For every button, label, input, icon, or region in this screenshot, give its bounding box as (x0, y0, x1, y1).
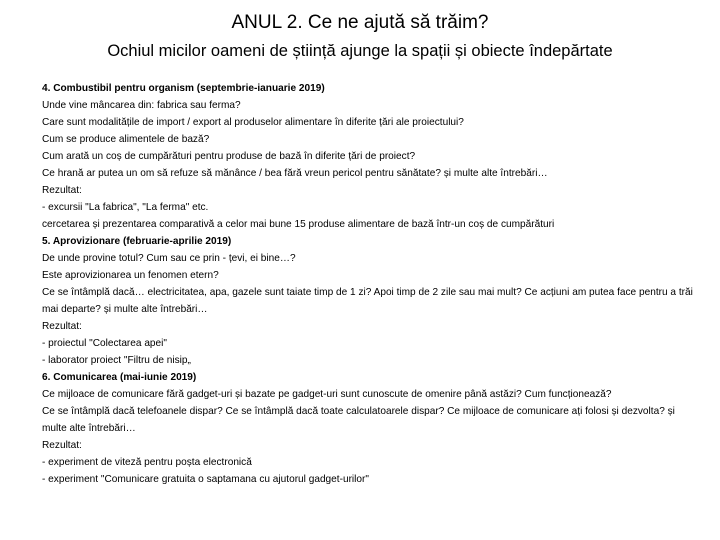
body-line: - proiectul "Colectarea apei" (42, 338, 167, 349)
section-heading: 5. Aprovizionare (februarie-aprilie 2019) (42, 236, 232, 247)
body-line: - experiment de viteză pentru poșta electronică (42, 457, 252, 468)
body-line: Ce se întâmplă dacă… electricitatea, apa, gazele sunt taiate timp de 1 zi? Apoi timp de 2 zile sau mai mult? Ce acțiuni am putea face pentru a trăi mai departe? și multe alte întrebări… (42, 287, 693, 315)
body-line: Este aprovizionarea un fenomen etern? (42, 270, 219, 281)
body-line: Rezultat: (42, 321, 82, 332)
slide-subtitle: Ochiul micilor oameni de știință ajunge la spații și obiecte îndepărtate (107, 42, 613, 60)
body-line: Rezultat: (42, 440, 82, 451)
slide-title: ANUL 2. Ce ne ajută să trăim? (231, 12, 489, 33)
body-line: - laborator proiect "Filtru de nisip„ (42, 355, 191, 366)
body-line: cercetarea și prezentarea comparativă a celor mai bune 15 produse alimentare de bază într-un coș de cumpărături (42, 219, 555, 230)
body-line: Ce se întâmplă dacă telefoanele dispar? Ce se întâmplă dacă toate calculatoarele dispar? Ce mijloace de comunicare ați folosi și dezvolta? și multe alte întrebări… (42, 406, 675, 434)
body-line: De unde provine totul? Cum sau ce prin - țevi, ei bine…? (42, 253, 296, 264)
body-line: Unde vine mâncarea din: fabrica sau ferma? (42, 100, 241, 111)
body-line: Cum se produce alimentele de bază? (42, 134, 210, 145)
slide-body (42, 80, 702, 488)
body-line: Cum arată un coș de cumpărături pentru produse de bază în diferite țări de proiect? (42, 151, 416, 162)
body-line: Rezultat: (42, 185, 82, 196)
section-heading: 6. Comunicarea (mai-iunie 2019) (42, 372, 197, 383)
body-line: Care sunt modalitățile de import / export al produselor alimentare în diferite țări ale proiectului? (42, 117, 464, 128)
body-line: Ce hrană ar putea un om să refuze să mănânce / bea fără vreun pericol pentru sănătate? și multe alte întrebări… (42, 168, 548, 179)
body-line: - experiment "Comunicare gratuita o saptamana cu ajutorul gadget-urilor" (42, 474, 369, 485)
body-line: - excursii "La fabrica", "La ferma" etc. (42, 202, 209, 213)
section-heading: 4. Combustibil pentru organism (septembrie-ianuarie 2019) (42, 83, 325, 94)
body-line: Ce mijloace de comunicare fără gadget-uri și bazate pe gadget-uri sunt cunoscute de omenire până astăzi? Cum funcționează? (42, 389, 612, 400)
